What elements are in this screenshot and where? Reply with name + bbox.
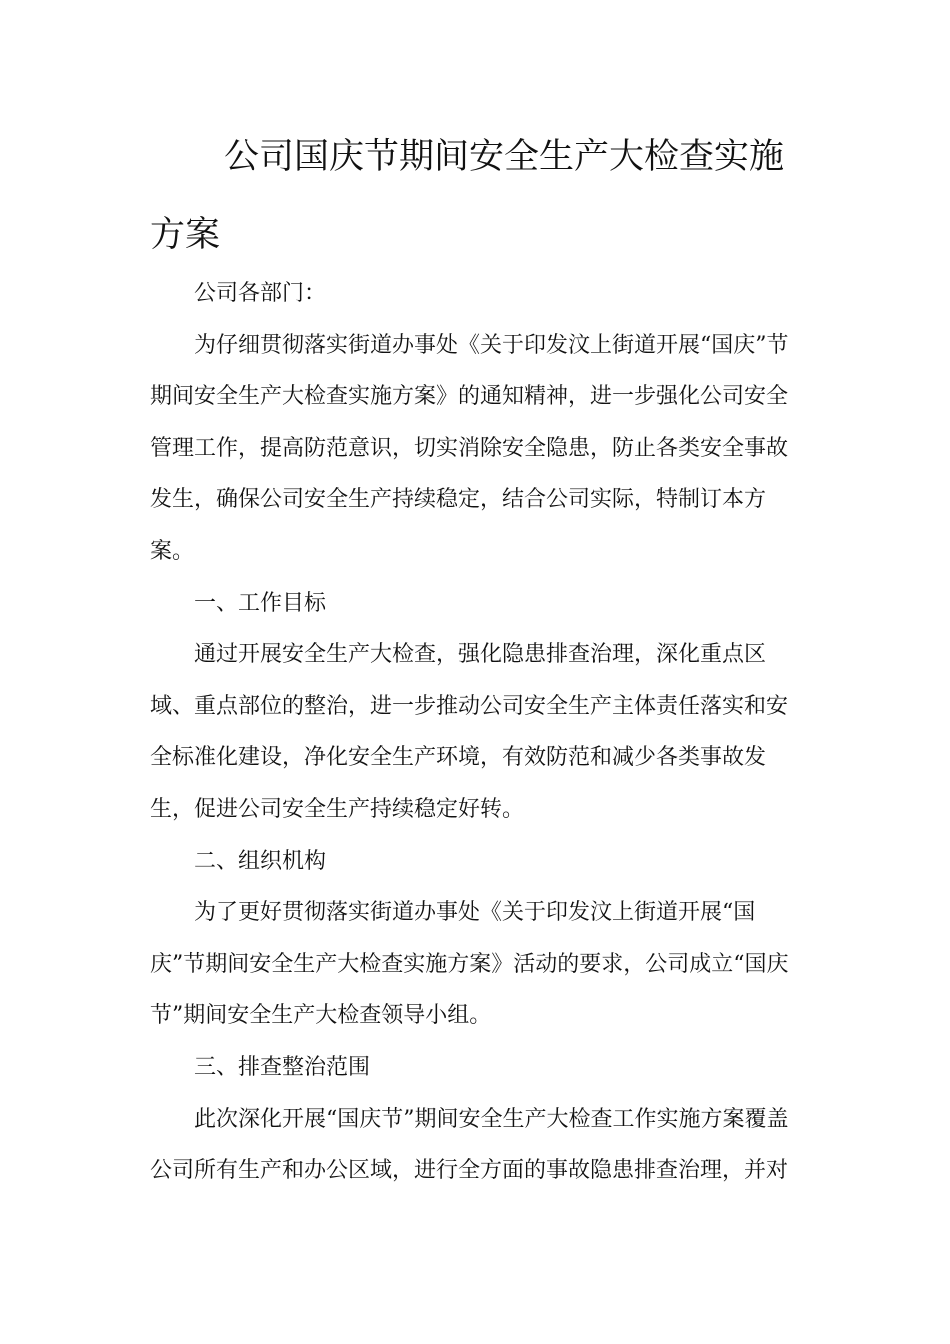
paragraph-goals: 通过开展安全生产大检查，强化隐患排查治理，深化重点区域、重点部位的整治，进一步推动公司安全生产主体责任落实和安全标准化建设，净化安全生产环境，有效防范和减少各类事故发生，促进公司安全生产持续稳定好转。 [150,642,789,822]
paragraph-scope: 此次深化开展“国庆节”期间安全生产大检查工作实施方案覆盖公司所有生产和办公区域，进行全方面的事故隐患排查治理，并对 [150,1106,789,1184]
salutation: 公司各部门： [194,281,327,306]
paragraph-intro: 为仔细贯彻落实街道办事处《关于印发汶上街道开展“国庆”节期间安全生产大检查实施方案》的通知精神，进一步强化公司安全管理工作，提高防范意识，切实消除安全隐患，防止各类安全事故发生，确保公司安全生产持续稳定，结合公司实际，特制订本方案。 [150,332,789,564]
section-heading-goals: 一、工作目标 [194,590,327,616]
document-body [150,268,801,1197]
paragraph-organization: 为了更好贯彻落实街道办事处《关于印发汶上街道开展“国庆”节期间安全生产大检查实施方案》活动的要求，公司成立“国庆节”期间安全生产大检查领导小组。 [150,900,789,1029]
section-heading-scope: 三、排查整治范围 [194,1054,371,1080]
document-title: 公司国庆节期间安全生产大检查实施方案 [150,137,785,255]
section-heading-organization: 二、组织机构 [194,848,327,874]
